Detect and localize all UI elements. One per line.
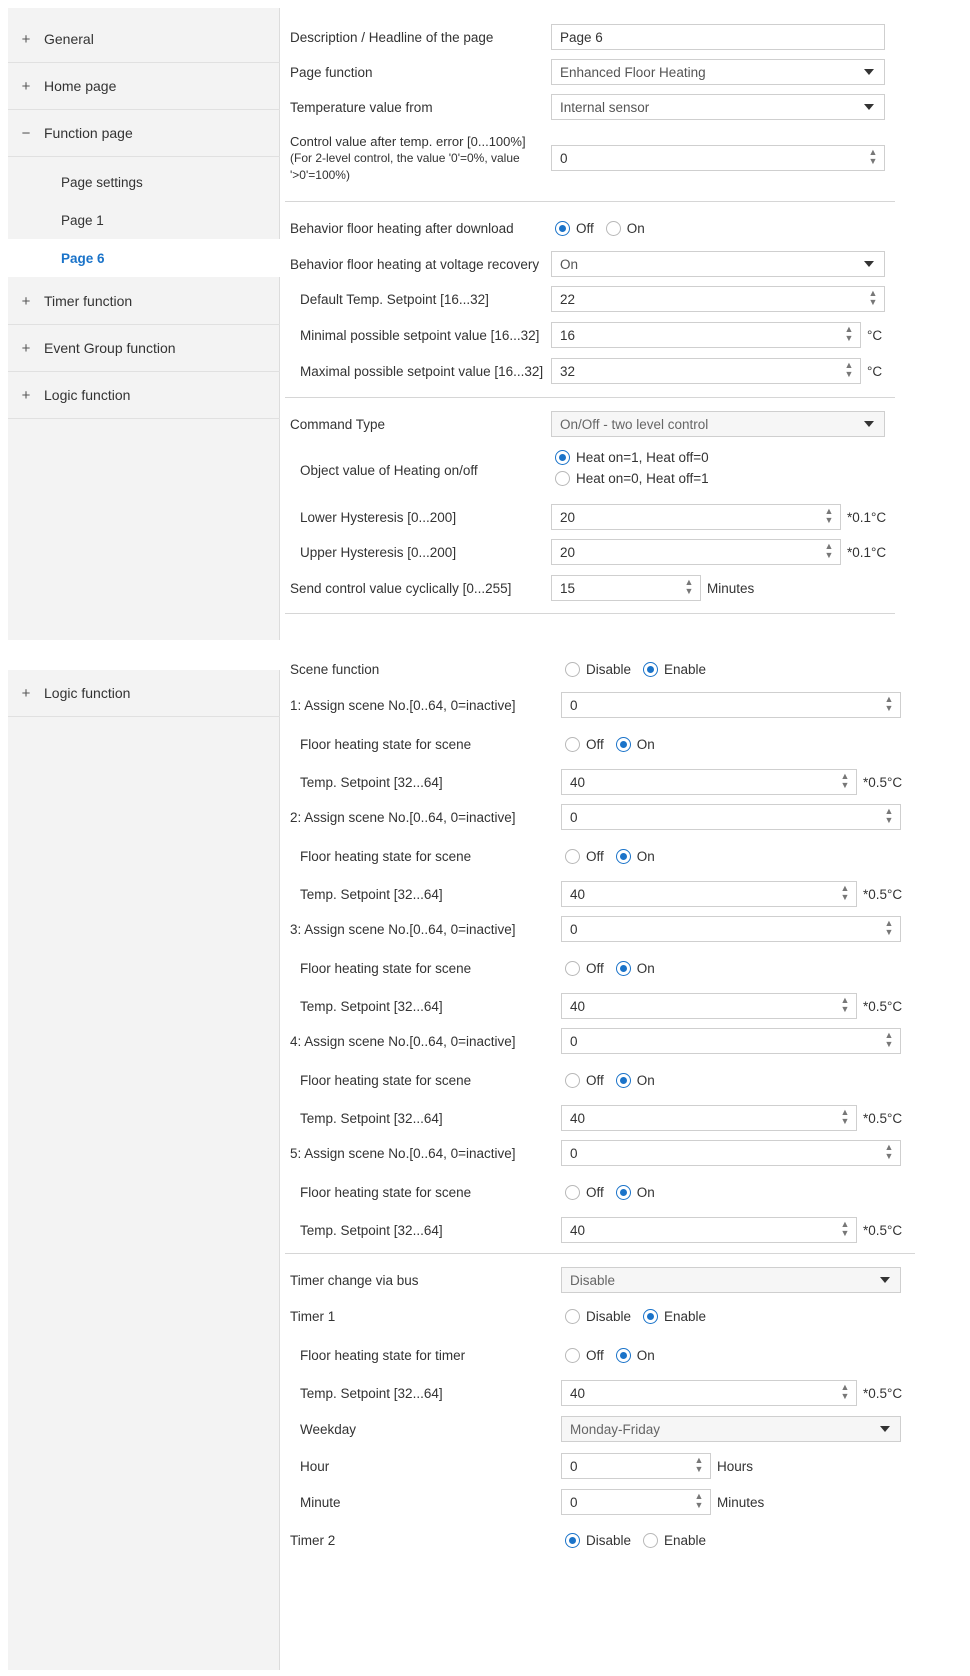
scene-assign-value: 0 [570,1145,578,1161]
spin-arrows-icon[interactable]: ▲ ▼ [840,1382,850,1401]
min-setpoint-label: Minimal possible setpoint value [16...32] [300,327,540,343]
radio-selected-icon [565,1533,580,1548]
radio-on[interactable] [606,221,645,236]
scene-state-radios [565,961,667,976]
spin-arrows-icon[interactable]: ▲ ▼ [884,1142,894,1161]
scene-state-row [285,841,945,871]
scene-assign-row [285,1138,945,1168]
lower-hysteresis-spinbox[interactable] [551,504,841,530]
scene-state-row [285,729,945,759]
radio-label: Heat on=0, Heat off=1 [576,471,709,486]
timer-setpoint-spinbox[interactable] [561,1380,857,1406]
control-error-label [290,133,526,184]
scene-function-row [285,654,945,684]
sidebar-item-event-group-function[interactable] [8,325,280,372]
minute-row [285,1487,945,1517]
unit-label: *0.1°C [847,544,887,560]
scene-function-label: Scene function [290,661,380,677]
radio-disable[interactable] [565,1309,631,1324]
sidebar-item-timer-function[interactable] [8,278,280,325]
send-cyclic-spinbox[interactable] [551,575,701,601]
command-type-label: Command Type [290,416,386,432]
radio-label: On [636,1184,655,1200]
scene-assign-spinbox[interactable] [561,804,901,830]
unit-label: *0.5°C [863,1222,903,1238]
radio-label: Off [576,220,594,236]
radio-selected-icon [616,1185,631,1200]
radio-on[interactable] [616,1073,655,1088]
radio-off[interactable] [565,961,604,976]
radio-empty-icon [565,1185,580,1200]
scene-setpoint-row [285,1215,945,1245]
timer-change-value: Disable [570,1272,616,1288]
radio-enable[interactable] [643,662,706,677]
radio-selected-icon [616,737,631,752]
radio-label: Off [586,1184,604,1200]
spin-arrows-icon[interactable]: ▲ ▼ [694,1455,704,1474]
description-row [285,22,945,52]
minute-label: Minute [300,1494,341,1510]
scene-setpoint-value: 40 [570,1110,586,1126]
max-setpoint-label: Maximal possible setpoint value [16...32] [300,363,544,379]
unit-label: Minutes [717,1494,765,1510]
radio-selected-icon [616,1073,631,1088]
weekday-value: Monday-Friday [570,1421,661,1437]
send-cyclic-row [285,573,945,603]
scene-assign-label: 4: Assign scene No.[0..64, 0=inactive] [290,1033,516,1049]
radio-label: Disable [586,1532,632,1548]
collapse-minus-icon: − [21,124,31,142]
separator [285,397,895,398]
radio-label: Enable [664,661,707,677]
radio-selected-icon [616,961,631,976]
scene-state-label: Floor heating state for scene [300,1072,472,1088]
scene-assign-spinbox[interactable] [561,916,901,942]
radio-selected-icon [643,662,658,677]
control-error-value: 0 [560,150,568,166]
hour-value: 0 [570,1458,578,1474]
control-error-label-line: '>0'=100%) [290,168,350,182]
radio-off[interactable] [565,1185,604,1200]
scene-setpoint-label: Temp. Setpoint [32...64] [300,998,443,1014]
spin-arrows-icon[interactable]: ▲ ▼ [868,147,878,166]
scene-state-label: Floor heating state for scene [300,848,472,864]
spin-arrows-icon[interactable]: ▲ ▼ [884,1030,894,1049]
separator [285,1253,915,1254]
sidebar-item-label: Page 1 [61,212,104,228]
sidebar-bottom [8,670,280,1670]
lower-hysteresis-value: 20 [560,509,576,525]
dropdown-caret-icon [880,1426,890,1432]
command-type-row [285,409,945,439]
spin-arrows-icon[interactable]: ▲ ▼ [884,806,894,825]
scene-state-radios [565,849,667,864]
scene-setpoint-row [285,1103,945,1133]
min-setpoint-spinbox[interactable] [551,322,861,348]
radio-label: On [636,1072,655,1088]
unit-label: *0.5°C [863,998,903,1014]
scene-state-label: Floor heating state for scene [300,1184,472,1200]
sidebar-item-page-6[interactable] [8,239,288,277]
radio-disable[interactable] [565,1533,631,1548]
behavior-voltage-label: Behavior floor heating at voltage recovery [290,256,540,272]
separator [285,613,895,614]
radio-selected-icon [643,1309,658,1324]
radio-off[interactable] [565,849,604,864]
unit-label: *0.5°C [863,886,903,902]
scene-assign-spinbox[interactable] [561,1028,901,1054]
min-setpoint-value: 16 [560,327,576,343]
scene-setpoint-row [285,991,945,1021]
scene-setpoint-row [285,879,945,909]
weekday-label: Weekday [300,1421,357,1437]
radio-label: Disable [586,661,632,677]
sidebar-top [8,8,280,640]
scene-setpoint-spinbox[interactable] [561,881,857,907]
sidebar-item-label: Function page [44,125,133,141]
weekday-row [285,1414,945,1444]
radio-selected-icon [555,450,570,465]
unit-label: Minutes [707,580,755,596]
scene-assign-label: 5: Assign scene No.[0..64, 0=inactive] [290,1145,516,1161]
scene-setpoint-label: Temp. Setpoint [32...64] [300,1222,443,1238]
scene-assign-spinbox[interactable] [561,1140,901,1166]
scene-assign-row [285,1026,945,1056]
unit-label: *0.5°C [863,1110,903,1126]
temp-from-select[interactable] [551,94,885,120]
scene-setpoint-value: 40 [570,998,586,1014]
expand-plus-icon: + [21,292,31,310]
unit-label: *0.5°C [863,774,903,790]
radio-empty-icon [565,961,580,976]
timer-setpoint-value: 40 [570,1385,586,1401]
page-function-label: Page function [290,64,373,80]
scene-assign-row [285,690,945,720]
radio-disable[interactable] [565,662,631,677]
scene-setpoint-value: 40 [570,774,586,790]
sidebar-item-function-page[interactable] [8,110,280,157]
radio-empty-icon [565,1073,580,1088]
timer-change-row [285,1265,945,1295]
scene-setpoint-value: 40 [570,1222,586,1238]
unit-label: *0.5°C [863,1385,903,1401]
radio-empty-icon [565,849,580,864]
radio-label: Off [586,960,604,976]
temp-from-label: Temperature value from [290,99,433,115]
timer-setpoint-row [285,1378,945,1408]
max-setpoint-value: 32 [560,363,576,379]
behavior-download-radios [555,221,657,236]
behavior-voltage-value: On [560,256,579,272]
scene-setpoint-spinbox[interactable] [561,769,857,795]
object-value-label: Object value of Heating on/off [300,462,478,478]
expand-plus-icon: + [21,30,31,48]
radio-selected-icon [616,1348,631,1363]
sidebar-item-logic-function[interactable] [8,670,280,717]
unit-label: Hours [717,1458,754,1474]
scene-assign-value: 0 [570,921,578,937]
separator [285,201,895,202]
timer1-radios [565,1309,718,1324]
scene-assign-spinbox[interactable] [561,692,901,718]
send-cyclic-label: Send control value cyclically [0...255] [290,580,512,596]
scene-function-radios [565,662,718,677]
dropdown-caret-icon [864,104,874,110]
scene-setpoint-spinbox[interactable] [561,1217,857,1243]
temp-from-value: Internal sensor [560,99,650,115]
scene-state-label: Floor heating state for scene [300,960,472,976]
timer-state-label: Floor heating state for timer [300,1347,466,1363]
scene-state-row [285,1065,945,1095]
sidebar-item-label: Timer function [44,293,133,309]
command-type-select[interactable] [551,411,885,437]
spin-arrows-icon[interactable]: ▲ ▼ [840,771,850,790]
lower-hysteresis-label: Lower Hysteresis [0...200] [300,509,457,525]
unit-label: *0.1°C [847,509,887,525]
send-cyclic-value: 15 [560,580,576,596]
upper-hysteresis-row [285,537,945,567]
page-function-row [285,57,945,87]
dropdown-caret-icon [864,421,874,427]
radio-empty-icon [643,1533,658,1548]
max-setpoint-spinbox[interactable] [551,358,861,384]
spin-arrows-icon[interactable]: ▲ ▼ [840,883,850,902]
sidebar-item-label: Page 6 [61,250,105,266]
scene-state-row [285,1177,945,1207]
radio-enable[interactable] [643,1309,706,1324]
upper-hysteresis-label: Upper Hysteresis [0...200] [300,544,457,560]
min-setpoint-row [285,320,945,350]
control-error-spinbox[interactable] [551,145,885,171]
default-setpoint-row [285,284,945,314]
radio-off[interactable] [565,737,604,752]
radio-label: Heat on=1, Heat off=0 [576,450,709,465]
sidebar-item-logic-function[interactable] [8,372,280,419]
radio-enable[interactable] [643,1533,706,1548]
radio-on[interactable] [616,1348,655,1363]
behavior-download-label: Behavior floor heating after download [290,220,514,236]
radio-heat-on-1[interactable] [555,450,709,465]
spin-arrows-icon[interactable]: ▲ ▼ [824,541,834,560]
sidebar-item-label: Logic function [44,685,131,701]
radio-empty-icon [565,1348,580,1363]
timer-change-label: Timer change via bus [290,1272,419,1288]
spin-arrows-icon[interactable]: ▲ ▼ [840,1219,850,1238]
radio-on[interactable] [616,849,655,864]
radio-label: On [636,960,655,976]
minute-spinbox[interactable] [561,1489,711,1515]
timer2-radios [565,1533,718,1548]
scene-setpoint-spinbox[interactable] [561,1105,857,1131]
radio-label: On [636,736,655,752]
scene-state-row [285,953,945,983]
dropdown-caret-icon [864,69,874,75]
spin-arrows-icon[interactable]: ▲ ▼ [884,918,894,937]
radio-label: On [636,848,655,864]
radio-label: Off [586,848,604,864]
scene-assign-label: 3: Assign scene No.[0..64, 0=inactive] [290,921,516,937]
hour-spinbox[interactable] [561,1453,711,1479]
scene-state-radios [565,1073,667,1088]
hour-label: Hour [300,1458,330,1474]
default-setpoint-value: 22 [560,291,576,307]
dropdown-caret-icon [864,261,874,267]
scene-setpoint-spinbox[interactable] [561,993,857,1019]
radio-label: Enable [664,1308,707,1324]
page-function-select[interactable] [551,59,885,85]
radio-heat-on-0[interactable] [555,471,709,486]
spin-arrows-icon[interactable]: ▲ ▼ [840,995,850,1014]
radio-label: Off [586,736,604,752]
description-label: Description / Headline of the page [290,29,494,45]
scene-setpoint-label: Temp. Setpoint [32...64] [300,1110,443,1126]
timer-state-radios [565,1348,667,1363]
timer2-label: Timer 2 [290,1532,336,1548]
hour-row [285,1451,945,1481]
unit-label: °C [867,363,883,379]
default-setpoint-spinbox[interactable] [551,286,885,312]
radio-empty-icon [555,471,570,486]
sidebar-item-page-1[interactable] [8,201,280,239]
scene-assign-value: 0 [570,1033,578,1049]
sidebar-item-page-settings[interactable] [8,163,280,201]
timer1-row [285,1301,945,1331]
spin-arrows-icon[interactable]: ▲ ▼ [844,360,854,379]
scene-assign-row [285,914,945,944]
radio-label: On [626,220,645,236]
radio-empty-icon [606,221,621,236]
scene-setpoint-value: 40 [570,886,586,902]
sidebar-item-home-page[interactable] [8,63,280,110]
scene-setpoint-label: Temp. Setpoint [32...64] [300,774,443,790]
spin-arrows-icon[interactable]: ▲ ▼ [844,324,854,343]
radio-empty-icon [565,662,580,677]
radio-label: Disable [586,1308,632,1324]
unit-label: °C [867,327,883,343]
sidebar-item-label: Event Group function [44,340,176,356]
page-function-value: Enhanced Floor Heating [560,64,706,80]
scene-assign-label: 1: Assign scene No.[0..64, 0=inactive] [290,697,516,713]
sidebar-item-label: Page settings [61,174,143,190]
spin-arrows-icon[interactable]: ▲ ▼ [840,1107,850,1126]
timer1-label: Timer 1 [290,1308,336,1324]
spin-arrows-icon[interactable]: ▲ ▼ [684,577,694,596]
upper-hysteresis-spinbox[interactable] [551,539,841,565]
radio-on[interactable] [616,737,655,752]
radio-empty-icon [565,737,580,752]
sidebar-item-general[interactable] [8,16,280,63]
description-input[interactable] [551,24,885,50]
expand-plus-icon: + [21,339,31,357]
behavior-download-row [285,213,945,243]
radio-empty-icon [565,1309,580,1324]
dropdown-caret-icon [880,1277,890,1283]
default-setpoint-label: Default Temp. Setpoint [16...32] [300,291,489,307]
scene-state-label: Floor heating state for scene [300,736,472,752]
scene-assign-label: 2: Assign scene No.[0..64, 0=inactive] [290,809,516,825]
radio-selected-icon [616,849,631,864]
radio-off[interactable] [565,1348,604,1363]
weekday-select[interactable] [561,1416,901,1442]
radio-label: Off [586,1072,604,1088]
scene-setpoint-label: Temp. Setpoint [32...64] [300,886,443,902]
object-value-radios [555,450,721,486]
lower-hysteresis-row [285,502,945,532]
temp-from-row [285,92,945,122]
timer-state-row [285,1340,945,1370]
radio-off[interactable] [565,1073,604,1088]
scene-assign-row [285,802,945,832]
control-error-label-line: Control value after temp. error [0...100%] [290,134,526,149]
radio-on[interactable] [616,1185,655,1200]
radio-on[interactable] [616,961,655,976]
expand-plus-icon: + [21,77,31,95]
scene-assign-value: 0 [570,697,578,713]
sidebar-item-label: Home page [44,78,117,94]
spin-arrows-icon[interactable]: ▲ ▼ [868,288,878,307]
radio-selected-icon [555,221,570,236]
timer2-row [285,1525,945,1555]
description-value: Page 6 [560,29,603,45]
scene-assign-value: 0 [570,809,578,825]
behavior-voltage-select[interactable] [551,251,885,277]
radio-label: Enable [664,1532,707,1548]
behavior-voltage-row [285,249,945,279]
expand-plus-icon: + [21,386,31,404]
radio-label: Off [586,1347,604,1363]
radio-label: On [636,1347,655,1363]
upper-hysteresis-value: 20 [560,544,576,560]
max-setpoint-row [285,356,945,386]
spin-arrows-icon[interactable]: ▲ ▼ [884,694,894,713]
scene-setpoint-row [285,767,945,797]
timer-setpoint-label: Temp. Setpoint [32...64] [300,1385,443,1401]
spin-arrows-icon[interactable]: ▲ ▼ [694,1491,704,1510]
control-error-label-line: (For 2-level control, the value '0'=0%, value [290,151,520,165]
command-type-value: On/Off - two level control [560,416,709,432]
timer-change-select[interactable] [561,1267,901,1293]
spin-arrows-icon[interactable]: ▲ ▼ [824,506,834,525]
sidebar-item-label: General [44,31,94,47]
scene-state-radios [565,737,667,752]
scene-state-radios [565,1185,667,1200]
expand-plus-icon: + [21,684,31,702]
sidebar-item-label: Logic function [44,387,131,403]
radio-off[interactable] [555,221,594,236]
minute-value: 0 [570,1494,578,1510]
